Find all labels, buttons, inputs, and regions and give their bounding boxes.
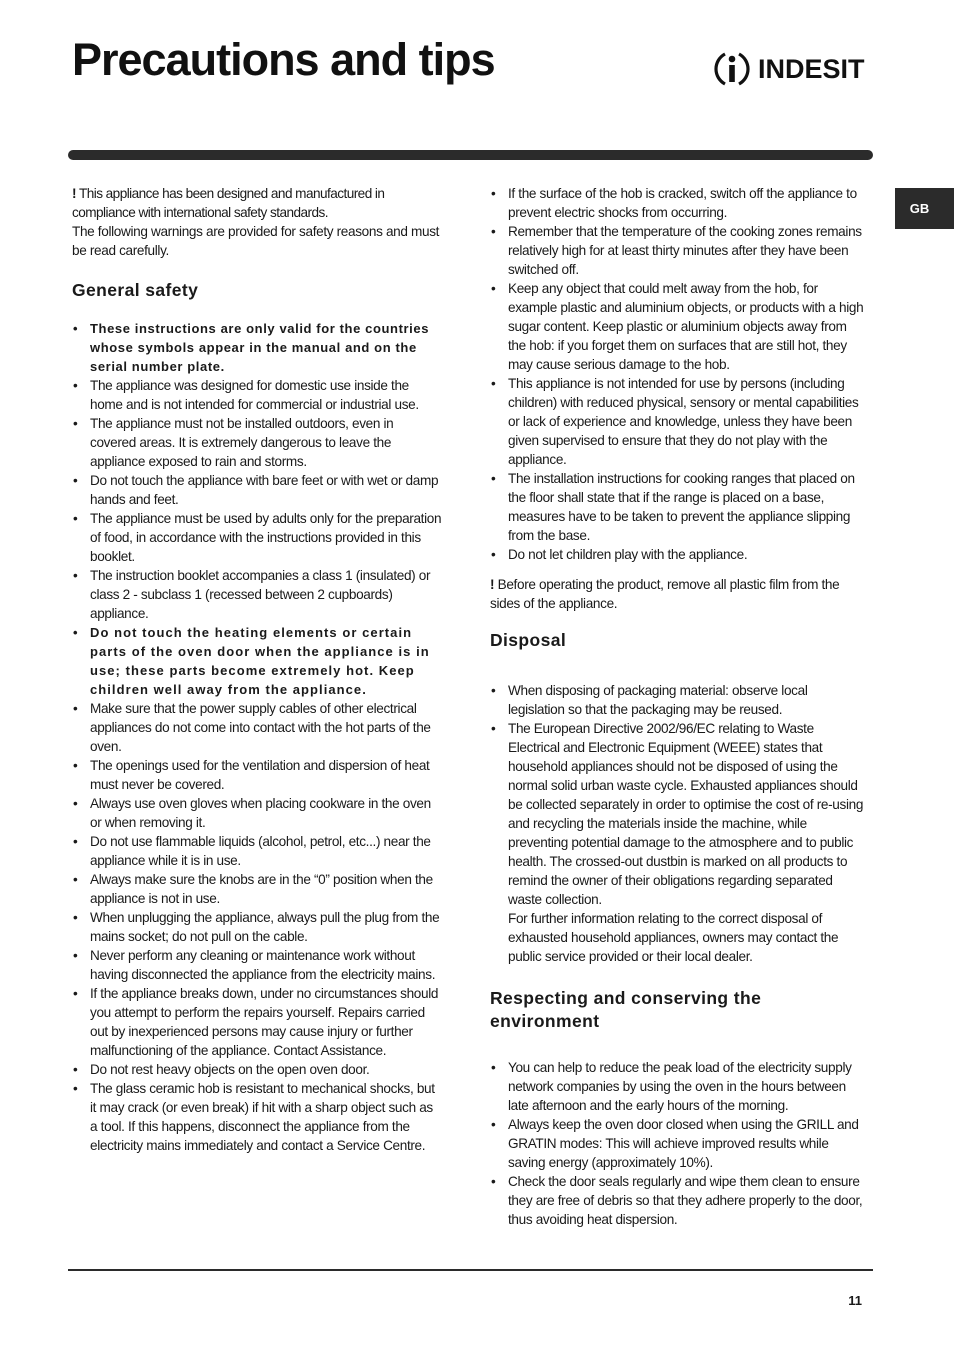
list-item: • Do not let children play with the appliance. <box>490 545 866 564</box>
disposal-extra: For further information relating to the correct disposal of exhausted household appliances, owners may contact the public service provided or their local dealer. <box>508 911 839 964</box>
footer-divider <box>68 1269 873 1271</box>
list-item: • The appliance must not be installed outdoors, even in covered areas. It is extremely dangerous to leave the appliance exposed to rain and storms. <box>72 414 442 471</box>
list-item: • Do not touch the heating elements or certain parts of the oven door when the appliance is in use; these parts become extremely hot. Keep children well away from the appliance. <box>72 623 442 699</box>
film-note <box>490 575 866 613</box>
list-item: • If the surface of the hob is cracked, switch off the appliance to prevent electric shocks from occurring. <box>490 184 866 222</box>
environment-heading: Respecting and conserving the environment <box>490 988 762 1031</box>
list-item: • The appliance must be used by adults only for the preparation of food, in accordance with the instructions provided in this booklet. <box>72 509 442 566</box>
page-title: Precautions and tips <box>72 34 495 85</box>
warning-mark: ! <box>490 577 495 592</box>
list-item: • You can help to reduce the peak load of the electricity supply network companies by using the oven in the hours between late afternoon and the early hours of the morning. <box>490 1058 866 1115</box>
intro-text: This appliance has been designed and manufactured in compliance with international safety standards. <box>72 186 385 220</box>
list-item: • The European Directive 2002/96/EC relating to Waste Electrical and Electronic Equipment (WEEE) states that household appliances should not be disposed of using the normal solid urban waste cycle. Exhausted appliances should be collected separately in order to optimise the cost of re-using and recycling the materials inside the machine, while preventing potential damage to the atmosphere and to public health. The crossed-out dustbin is marked on all products to remind the owner of their obligations regarding separated waste collection. <box>490 719 866 909</box>
brand-i-icon <box>712 49 752 89</box>
list-item: • Always make sure the knobs are in the “0” position when the appliance is not in use. <box>72 870 442 908</box>
list-item: • These instructions are only valid for the countries whose symbols appear in the manual and on the serial number plate. <box>72 319 442 376</box>
list-item: • Remember that the temperature of the cooking zones remains relatively high for at least thirty minutes after they have been switched off. <box>490 222 866 279</box>
list-item: • Do not touch the appliance with bare feet or with wet or damp hands and feet. <box>72 471 442 509</box>
list-item: • When unplugging the appliance, always pull the plug from the mains socket; do not pull on the cable. <box>72 908 442 946</box>
disposal-list <box>490 681 866 909</box>
list-item: • If the appliance breaks down, under no circumstances should you attempt to perform the repairs yourself. Repairs carried out by inexperienced persons may cause injury or further malfunctioning of the appliance. Contact Assistance. <box>72 984 442 1060</box>
brand-logo <box>712 48 865 90</box>
list-item: • The openings used for the ventilation and dispersion of heat must never be covered. <box>72 756 442 794</box>
list-item: • The installation instructions for cooking ranges that placed on the floor shall state that if the range is placed on a base, measures have to be taken to prevent the appliance slipping from the base. <box>490 469 866 545</box>
list-item: • Always keep the oven door closed when using the GRILL and GRATIN modes: This will achieve improved results while saving energy (approximately 10%). <box>490 1115 866 1172</box>
disposal-heading: Disposal <box>490 630 567 650</box>
intro-paragraph <box>72 184 442 222</box>
page-number: 11 <box>848 1293 862 1308</box>
brand-name: INDESIT <box>758 53 865 84</box>
general-safety-list-continued <box>490 184 866 564</box>
warning-mark: ! <box>72 186 76 201</box>
left-column <box>72 184 442 1155</box>
list-item: • Never perform any cleaning or maintenance work without having disconnected the appliance from the electricity mains. <box>72 946 442 984</box>
general-safety-heading: General safety <box>72 280 199 300</box>
header-divider <box>68 150 873 160</box>
list-item: • The glass ceramic hob is resistant to mechanical shocks, but it may crack (or even break) if hit with a sharp object such as a tool. If this happens, disconnect the appliance from the electricity mains immediately and contact a Service Centre. <box>72 1079 442 1155</box>
general-safety-list <box>72 319 442 1155</box>
language-tab: GB <box>895 188 954 229</box>
list-item: • The instruction booklet accompanies a class 1 (insulated) or class 2 - subclass 1 (recessed between 2 cupboards) appliance. <box>72 566 442 623</box>
list-item: • Check the door seals regularly and wipe them clean to ensure they are free of debris so that they adhere properly to the door, thus avoiding heat dispersion. <box>490 1172 866 1229</box>
list-item: • Always use oven gloves when placing cookware in the oven or when removing it. <box>72 794 442 832</box>
list-item: • Do not rest heavy objects on the open oven door. <box>72 1060 442 1079</box>
intro-paragraph-2: The following warnings are provided for safety reasons and must be read carefully. <box>72 224 440 258</box>
list-item: • The appliance was designed for domestic use inside the home and is not intended for commercial or industrial use. <box>72 376 442 414</box>
list-item: • Make sure that the power supply cables of other electrical appliances do not come into contact with the hot parts of the oven. <box>72 699 442 756</box>
film-note-text: Before operating the product, remove all plastic film from the sides of the appliance. <box>490 577 840 611</box>
list-item: • This appliance is not intended for use by persons (including children) with reduced physical, sensory or mental capabilities or lack of experience and knowledge, unless they have been given supervised to ensure that they do not play with the appliance. <box>490 374 866 469</box>
list-item: • Do not use flammable liquids (alcohol, petrol, etc...) near the appliance while it is in use. <box>72 832 442 870</box>
list-item: • When disposing of packaging material: observe local legislation so that the packaging may be reused. <box>490 681 866 719</box>
list-item: • Keep any object that could melt away from the hob, for example plastic and aluminium objects, or products with a high sugar content. Keep plastic or aluminium objects away from the hob: if you forget them on surfaces that are still hot, they may cause serious damage to the hob. <box>490 279 866 374</box>
right-column <box>490 184 866 1229</box>
environment-list <box>490 1058 866 1229</box>
